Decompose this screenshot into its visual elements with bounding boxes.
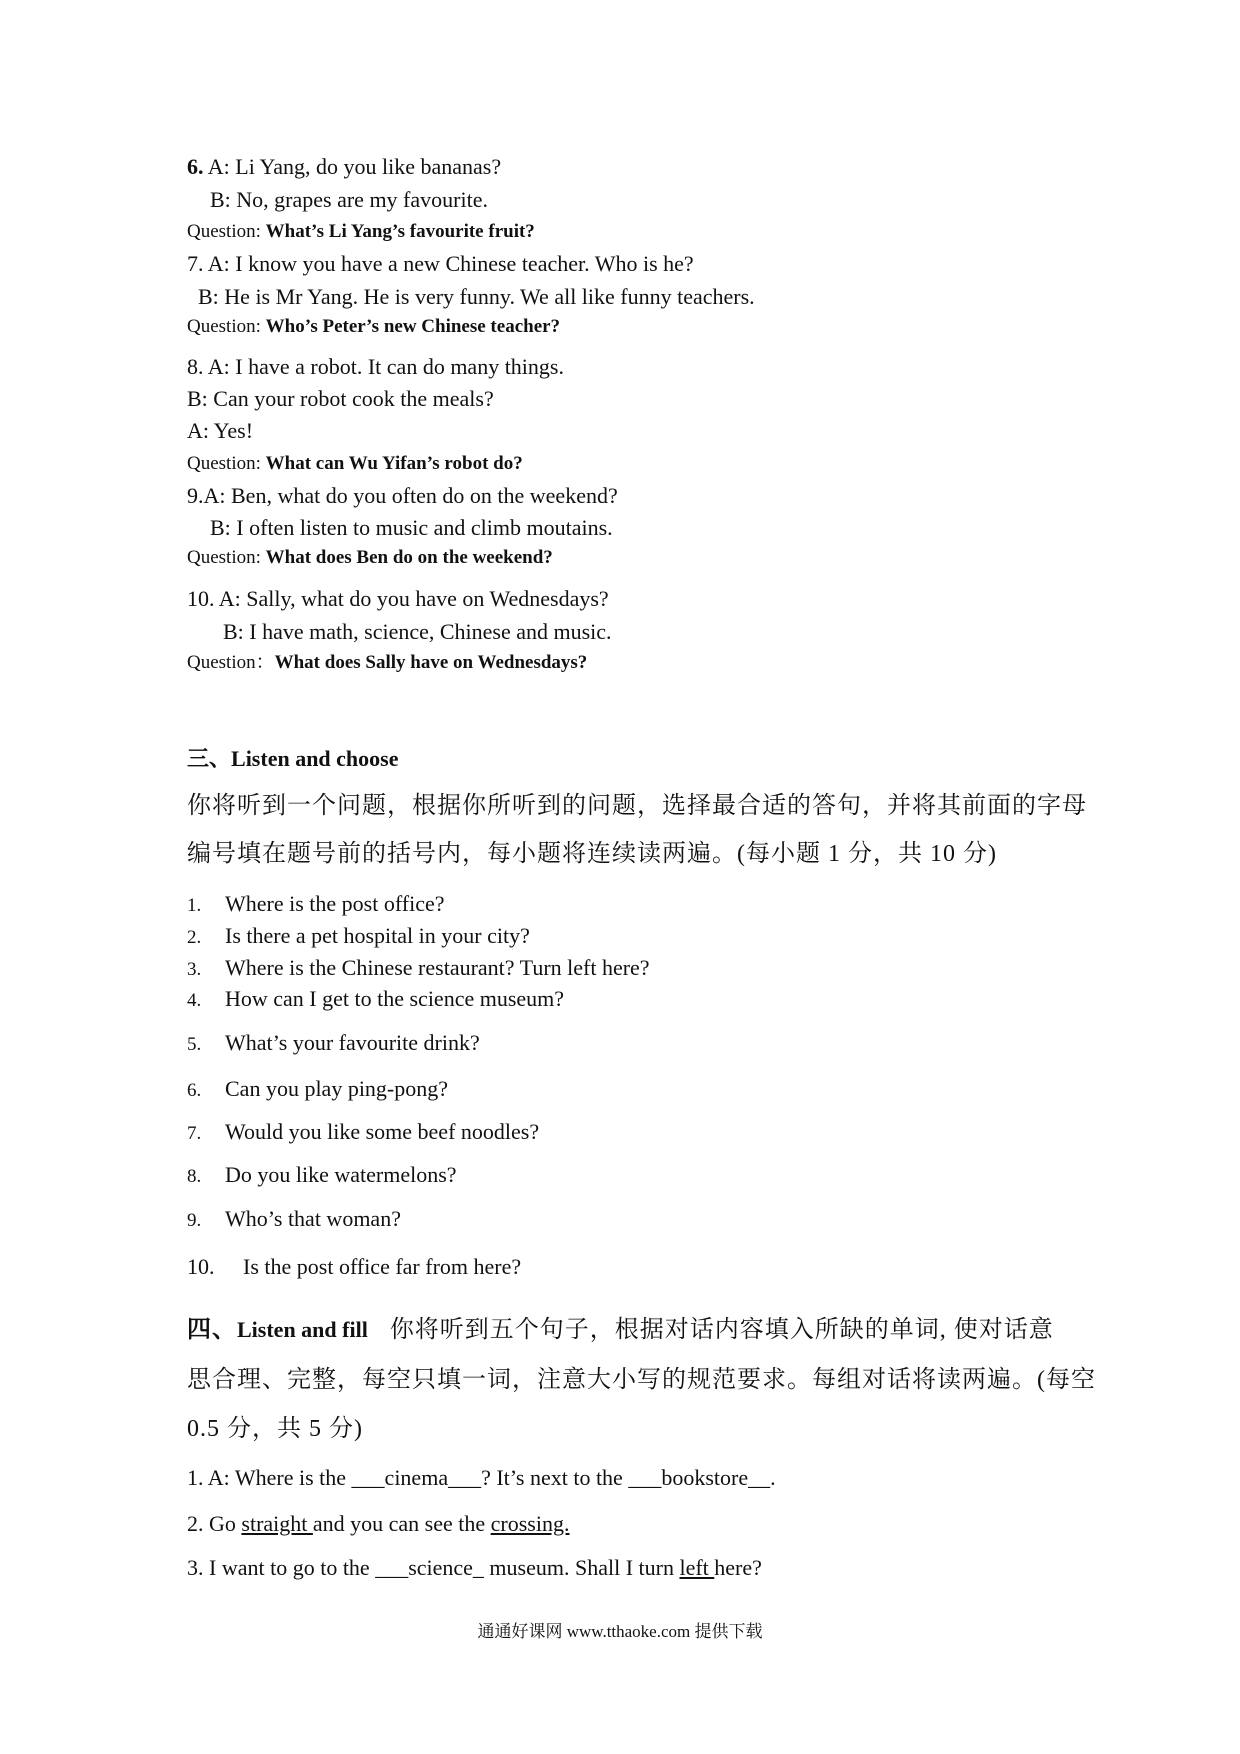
item-number: 3. — [187, 959, 202, 980]
section-4-heading — [187, 1318, 1054, 1342]
section-4-heading-en: Listen and fill — [237, 1317, 368, 1342]
dialogue-6-line-b: B: No, grapes are my favourite. — [210, 187, 488, 212]
list-item — [187, 1164, 457, 1186]
dialogue-8-line-c: A: Yes! — [187, 418, 254, 443]
item-number: 9. — [187, 1210, 202, 1231]
question-label: Question: — [187, 221, 266, 242]
question-label: Question: — [187, 316, 266, 337]
item-text: What’s your favourite drink? — [225, 1030, 480, 1055]
fill-2-prefix: 2. Go — [187, 1511, 242, 1536]
section-4-heading-gap — [368, 1317, 390, 1342]
item-number: 7. — [187, 1123, 202, 1144]
fill-2-answer-straight: straight — [241, 1511, 313, 1536]
section-3-instruction-line-2: 编号填在题号前的括号内，每小题将连续读两遍。(每小题 1 分，共 10 分) — [187, 841, 997, 867]
dialogue-6-question — [187, 222, 535, 241]
dialogue-7-number: 7. — [187, 251, 204, 276]
fill-3-suffix: here? — [714, 1555, 762, 1580]
fill-sentence-3 — [187, 1557, 762, 1579]
dialogue-10-line-a — [187, 588, 609, 610]
dialogue-10-a-text: A: Sally, what do you have on Wednesdays? — [214, 586, 609, 611]
question-text: What’s Li Yang’s favourite fruit? — [265, 221, 535, 242]
item-number: 2. — [187, 927, 202, 948]
dialogue-10-number: 10. — [187, 586, 215, 611]
item-text: Is there a pet hospital in your city? — [225, 923, 530, 948]
item-number: 8. — [187, 1166, 202, 1187]
section-4-heading-cn: 四、 — [187, 1317, 237, 1343]
item-text: Where is the post office? — [225, 891, 445, 916]
dialogue-8-line-b: B: Can your robot cook the meals? — [187, 386, 494, 411]
dialogue-8-question — [187, 454, 523, 473]
dialogue-7-line-b: B: He is Mr Yang. He is very funny. We all like funny teachers. — [198, 284, 755, 309]
dialogue-10-line-b: B: I have math, science, Chinese and music. — [223, 619, 612, 644]
question-label: Question： — [187, 652, 275, 673]
dialogue-10-question — [187, 653, 587, 672]
item-text: Where is the Chinese restaurant? Turn left here? — [225, 955, 650, 980]
list-item — [187, 957, 650, 979]
item-text: Who’s that woman? — [225, 1206, 401, 1231]
item-number: 6. — [187, 1080, 202, 1101]
question-text: What can Wu Yifan’s robot do? — [265, 453, 523, 474]
question-text: Who’s Peter’s new Chinese teacher? — [265, 316, 561, 337]
question-label: Question: — [187, 547, 266, 568]
item-number: 5. — [187, 1034, 202, 1055]
dialogue-6-line-a — [187, 156, 501, 178]
list-item — [187, 893, 445, 915]
dialogue-6-number: 6. — [187, 154, 204, 179]
fill-sentence-1: 1. A: Where is the ___cinema___? It’s next to the ___bookstore__. — [187, 1465, 776, 1490]
item-text: Do you like watermelons? — [225, 1162, 457, 1187]
dialogue-7-line-a — [187, 253, 694, 275]
item-number: 1. — [187, 895, 202, 916]
dialogue-9-number: 9. — [187, 483, 204, 508]
dialogue-9-line-a — [187, 485, 618, 507]
list-item — [187, 1256, 521, 1278]
page-footer: 通通好课网 www.tthaoke.com 提供下载 — [477, 1622, 763, 1641]
list-item — [187, 1121, 539, 1143]
fill-sentence-2 — [187, 1513, 569, 1535]
list-item — [187, 988, 564, 1010]
fill-3-answer-left: left — [679, 1555, 715, 1580]
item-text: Would you like some beef noodles? — [225, 1119, 540, 1144]
section-3-heading-en: Listen and choose — [231, 746, 399, 771]
question-text: What does Ben do on the weekend? — [265, 547, 553, 568]
dialogue-8-number: 8. — [187, 354, 204, 379]
dialogue-6-a-text: A: Li Yang, do you like bananas? — [203, 154, 502, 179]
section-3-heading — [187, 748, 399, 770]
item-number: 4. — [187, 990, 202, 1011]
dialogue-8-a-text: A: I have a robot. It can do many things. — [203, 354, 564, 379]
dialogue-7-question — [187, 317, 560, 336]
item-text: Is the post office far from here? — [243, 1254, 522, 1279]
question-text: What does Sally have on Wednesdays? — [274, 652, 588, 673]
fill-2-middle: and you can see the — [312, 1511, 491, 1536]
dialogue-7-a-text: A: I know you have a new Chinese teacher. Who is he? — [203, 251, 694, 276]
dialogue-9-line-b: B: I often listen to music and climb moutains. — [210, 515, 613, 540]
section-4-instruction-line-1: 你将听到五个句子，根据对话内容填入所缺的单词, 使对话意 — [389, 1317, 1054, 1343]
list-item — [187, 925, 530, 947]
dialogue-9-question — [187, 548, 553, 567]
dialogue-9-a-text: A: Ben, what do you often do on the weekend? — [203, 483, 618, 508]
item-number: 10. — [187, 1254, 215, 1279]
item-text: How can I get to the science museum? — [225, 986, 565, 1011]
dialogue-8-line-a — [187, 356, 564, 378]
question-label: Question: — [187, 453, 266, 474]
item-text: Can you play ping-pong? — [225, 1076, 449, 1101]
fill-3-prefix: 3. I want to go to the ___science_ museum. Shall I turn — [187, 1555, 680, 1580]
section-3-heading-cn: 三、 — [187, 746, 232, 771]
list-item — [187, 1078, 448, 1100]
list-item — [187, 1208, 401, 1230]
section-4-instruction-line-2: 思合理、完整，每空只填一词，注意大小写的规范要求。每组对话将读两遍。(每空 — [187, 1367, 1096, 1393]
fill-2-answer-crossing: crossing. — [490, 1511, 570, 1536]
list-item — [187, 1032, 480, 1054]
section-4-instruction-line-3: 0.5 分，共 5 分) — [187, 1416, 363, 1442]
section-3-instruction-line-1: 你将听到一个问题，根据你所听到的问题，选择最合适的答句，并将其前面的字母 — [187, 793, 1087, 819]
